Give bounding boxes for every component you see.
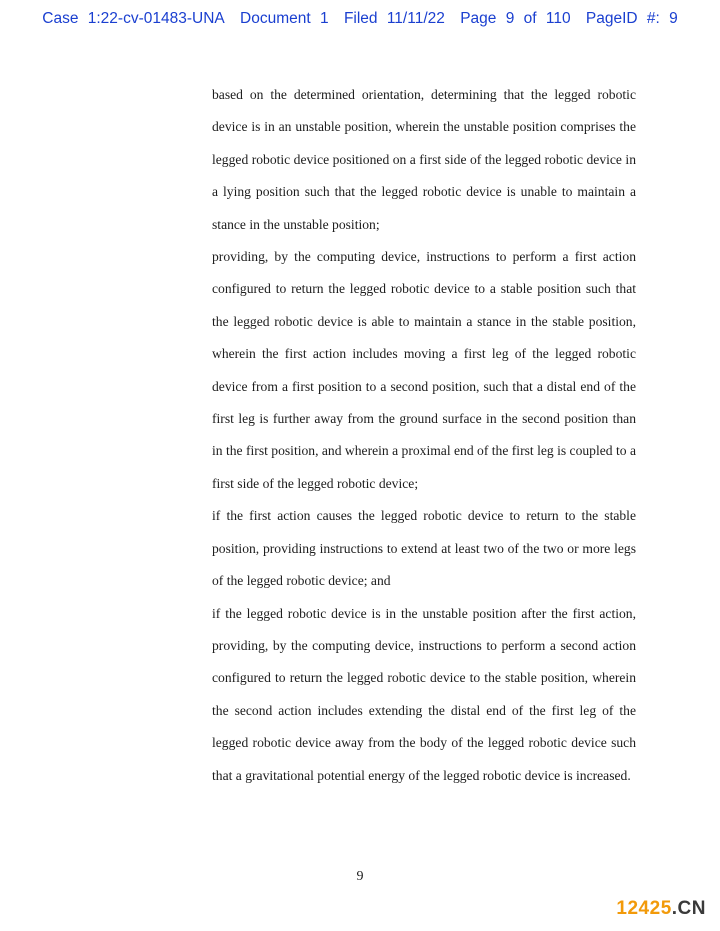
page-of-total: Page 9 of 110: [460, 10, 571, 27]
filed-date: Filed 11/11/22: [343, 10, 445, 27]
watermark-number: 12425: [616, 898, 672, 919]
watermark-domain: .CN: [671, 898, 706, 919]
claim-paragraph: based on the determined orientation, determining that the legged robotic device is in an unstable position, wherein the unstable position comprises the legged robotic device positioned on a first side of the legged robotic device in a lying position such that the legged robotic device is unable to maintain a stance in the unstable position;: [212, 87, 636, 232]
document-number: Document 1: [240, 10, 329, 27]
claim-text: [212, 79, 636, 792]
site-watermark: [616, 898, 706, 920]
claim-paragraph: providing, by the computing device, instructions to perform a first action configured to return the legged robotic device to a stable position such that the legged robotic device is able to maintain a stance in the stable position, wherein the first action includes moving a first leg of the legged robotic device from a first position to a second position, such that a distal end of the first leg is further away from the ground surface in the second position than in the first position, and wherein a proximal end of the first leg is coupled to a first side of the legged robotic device;: [212, 249, 636, 491]
page-id: PageID #: 9: [585, 10, 678, 27]
case-number: Case 1:22-cv-01483-UNA: [42, 10, 225, 27]
claim-paragraph: if the first action causes the legged robotic device to return to the stable position, providing instructions to extend at least two of the two or more legs of the legged robotic device; and: [212, 508, 636, 589]
claim-paragraph: if the legged robotic device is in the unstable position after the first action, providing, by the computing device, instructions to perform a second action configured to return the legged robotic device to the stable position, wherein the second action includes extending the distal end of the first leg of the legged robotic device away from the body of the legged robotic device such that a gravitational potential energy of the legged robotic device is increased.: [212, 605, 636, 783]
ecf-filing-header: [0, 10, 720, 28]
page-number: 9: [356, 869, 364, 884]
